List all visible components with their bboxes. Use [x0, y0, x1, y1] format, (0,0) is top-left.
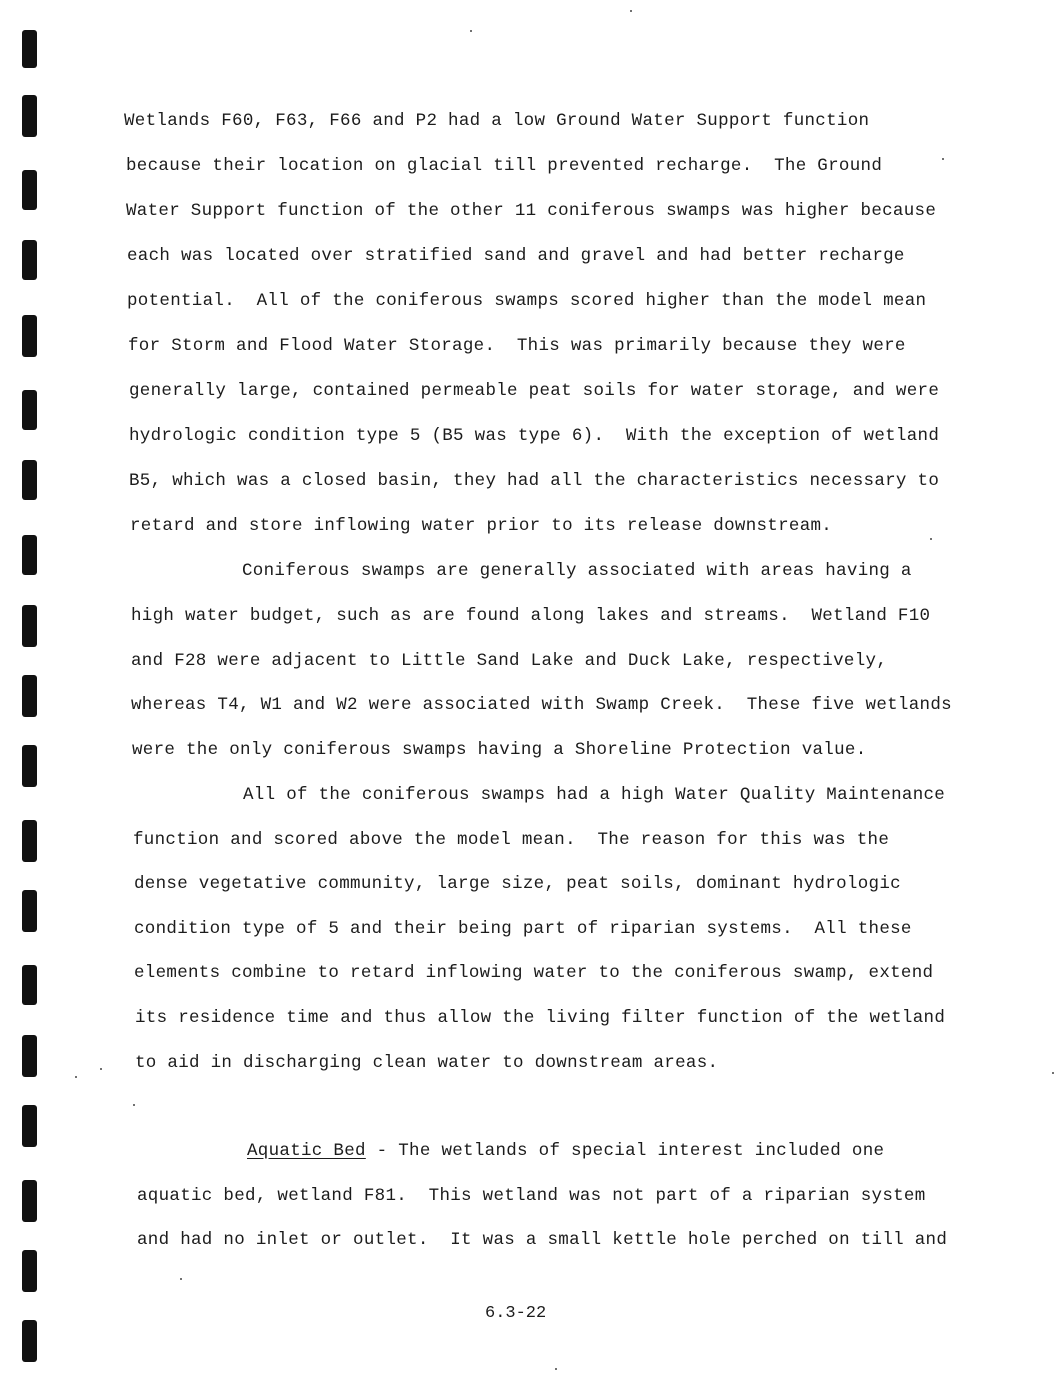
scan-speck [555, 1368, 557, 1370]
text-line: generally large, contained permeable peat soils for water storage, and were [129, 381, 940, 401]
scan-speck [75, 1076, 77, 1078]
scan-speck [1052, 1072, 1054, 1074]
text-line: high water budget, such as are found along lakes and streams. Wetland F10 [131, 606, 931, 626]
scan-speck [942, 158, 944, 160]
text-line: were the only coniferous swamps having a Shoreline Protection value. [132, 740, 867, 760]
text-line: elements combine to retard inflowing water to the coniferous swamp, extend [134, 963, 934, 983]
text-line: retard and store inflowing water prior to its release downstream. [130, 516, 833, 536]
text-line: for Storm and Flood Water Storage. This was primarily because they were [128, 336, 906, 356]
text-line: and F28 were adjacent to Little Sand Lake and Duck Lake, respectively, [131, 651, 888, 671]
text-line: function and scored above the model mean. The reason for this was the [133, 830, 890, 850]
text-line: Wetlands F60, F63, F66 and P2 had a low Ground Water Support function [124, 111, 870, 131]
page-number: 6.3-22 [485, 1304, 547, 1323]
text-line: whereas T4, W1 and W2 were associated with Swamp Creek. These five wetlands [131, 695, 952, 715]
text-line: aquatic bed, wetland F81. This wetland was not part of a riparian system [137, 1186, 926, 1206]
scan-speck [930, 538, 932, 540]
text-line: All of the coniferous swamps had a high Water Quality Maintenance [243, 785, 946, 805]
text-line: hydrologic condition type 5 (B5 was type 6). With the exception of wetland [129, 426, 940, 446]
text-line: condition type of 5 and their being part of riparian systems. All these [134, 919, 912, 939]
text-line: because their location on glacial till prevented recharge. The Ground [126, 156, 883, 176]
text-line: dense vegetative community, large size, peat soils, dominant hydrologic [134, 874, 901, 894]
text-line: B5, which was a closed basin, they had all the characteristics necessary to [129, 471, 940, 491]
text-line: potential. All of the coniferous swamps scored higher than the model mean [127, 291, 927, 311]
text-line: Coniferous swamps are generally associated with areas having a [242, 561, 912, 581]
text-line: each was located over stratified sand and gravel and had better recharge [127, 246, 905, 266]
scan-speck [470, 30, 472, 32]
text-line: its residence time and thus allow the living filter function of the wetland [135, 1008, 946, 1028]
text-line: to aid in discharging clean water to downstream areas. [135, 1053, 719, 1073]
text-line: and had no inlet or outlet. It was a small kettle hole perched on till and [137, 1230, 948, 1250]
text-line [247, 1141, 884, 1161]
scan-speck [133, 1104, 135, 1106]
heading-suffix-text: - The wetlands of special interest included one [365, 1141, 885, 1161]
scan-speck [630, 10, 632, 12]
text-line: Water Support function of the other 11 coniferous swamps was higher because [126, 201, 937, 221]
scan-speck [100, 1068, 102, 1070]
scan-speck [180, 1278, 182, 1280]
section-heading: Aquatic Bed [247, 1141, 366, 1161]
